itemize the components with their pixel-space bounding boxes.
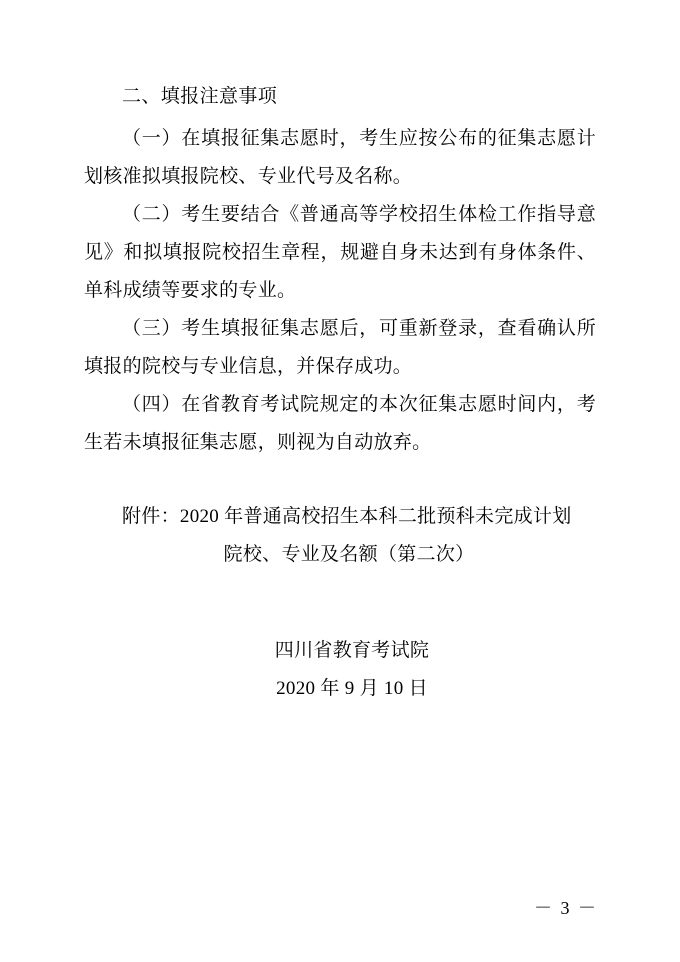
signature-date: 2020 年 9 月 10 日	[276, 678, 428, 699]
attachment-title-line-2: 院校、专业及名额（第二次）	[223, 544, 475, 565]
paragraph-1: （一）在填报征集志愿时，考生应按公布的征集志愿计划核准拟填报院校、专业代号及名称。	[84, 128, 596, 187]
section-heading: 二、填报注意事项	[122, 86, 278, 107]
paragraph-3: （三）考生填报征集志愿后，可重新登录，查看确认所填报的院校与专业信息，并保存成功。	[84, 318, 596, 377]
attachment-block	[84, 498, 596, 574]
signature-organization: 四川省教育考试院	[274, 640, 430, 661]
signature-block	[84, 632, 596, 708]
paragraph-2: （二）考生要结合《普通高等学校招生体检工作指导意见》和拟填报院校招生章程，规避自身未达到有身体条件、单科成绩等要求的专业。	[84, 204, 596, 301]
paragraph-4: （四）在省教育考试院规定的本次征集志愿时间内，考生若未填报征集志愿，则视为自动放弃。	[84, 394, 596, 453]
page-number: － 3 －	[534, 898, 598, 918]
attachment-title-line-1: 附件：2020 年普通高校招生本科二批预科未完成计划	[122, 506, 572, 527]
